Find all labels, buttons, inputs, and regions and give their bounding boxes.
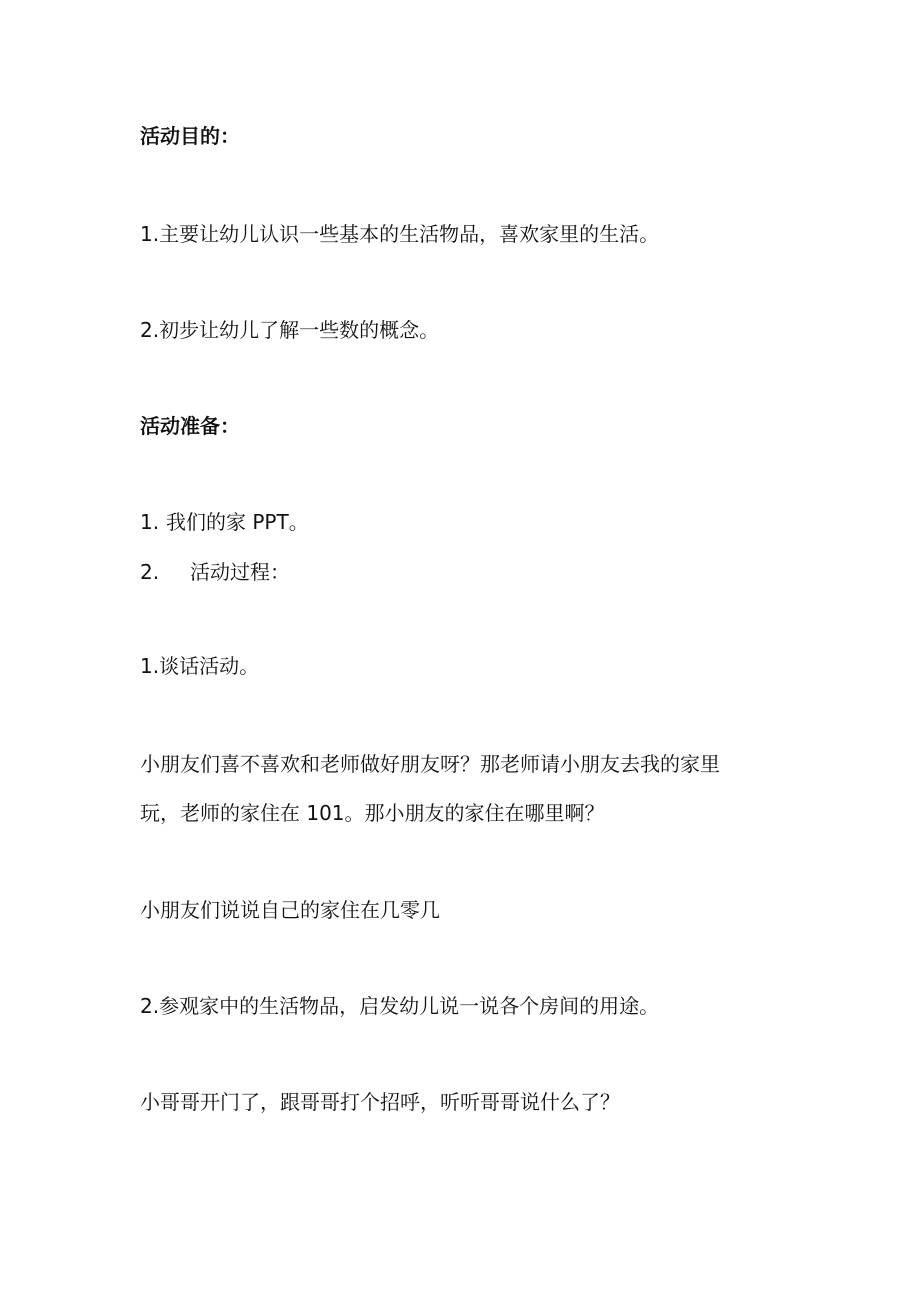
process-step-2: 2.参观家中的生活物品，启发幼儿说一说各个房间的用途。 (140, 994, 660, 1018)
objective-item-1: 1.主要让幼儿认识一些基本的生活物品，喜欢家里的生活。 (140, 222, 660, 246)
process-paragraph-2: 小朋友们说说自己的家住在几零几 (140, 898, 440, 922)
list-text: 活动过程： (190, 560, 290, 584)
preparation-list-item-1 (140, 508, 309, 536)
list-number: 1. (140, 510, 160, 534)
process-paragraph-1-line-2: 玩，老师的家住在 101。那小朋友的家住在哪里啊？ (140, 801, 605, 825)
list-text: 我们的家 PPT。 (166, 510, 309, 534)
list-number: 2. (140, 560, 160, 584)
process-paragraph-1-line-1: 小朋友们喜不喜欢和老师做好朋友呀？那老师请小朋友去我的家里 (140, 752, 720, 776)
objectives-heading: 活动目的： (140, 124, 240, 148)
objective-item-2: 2.初步让幼儿了解一些数的概念。 (140, 318, 440, 342)
preparation-heading: 活动准备： (140, 414, 240, 438)
process-step-1: 1.谈话活动。 (140, 654, 260, 678)
preparation-list-item-2 (140, 558, 290, 586)
process-paragraph-3: 小哥哥开门了，跟哥哥打个招呼，听听哥哥说什么了？ (140, 1090, 620, 1114)
